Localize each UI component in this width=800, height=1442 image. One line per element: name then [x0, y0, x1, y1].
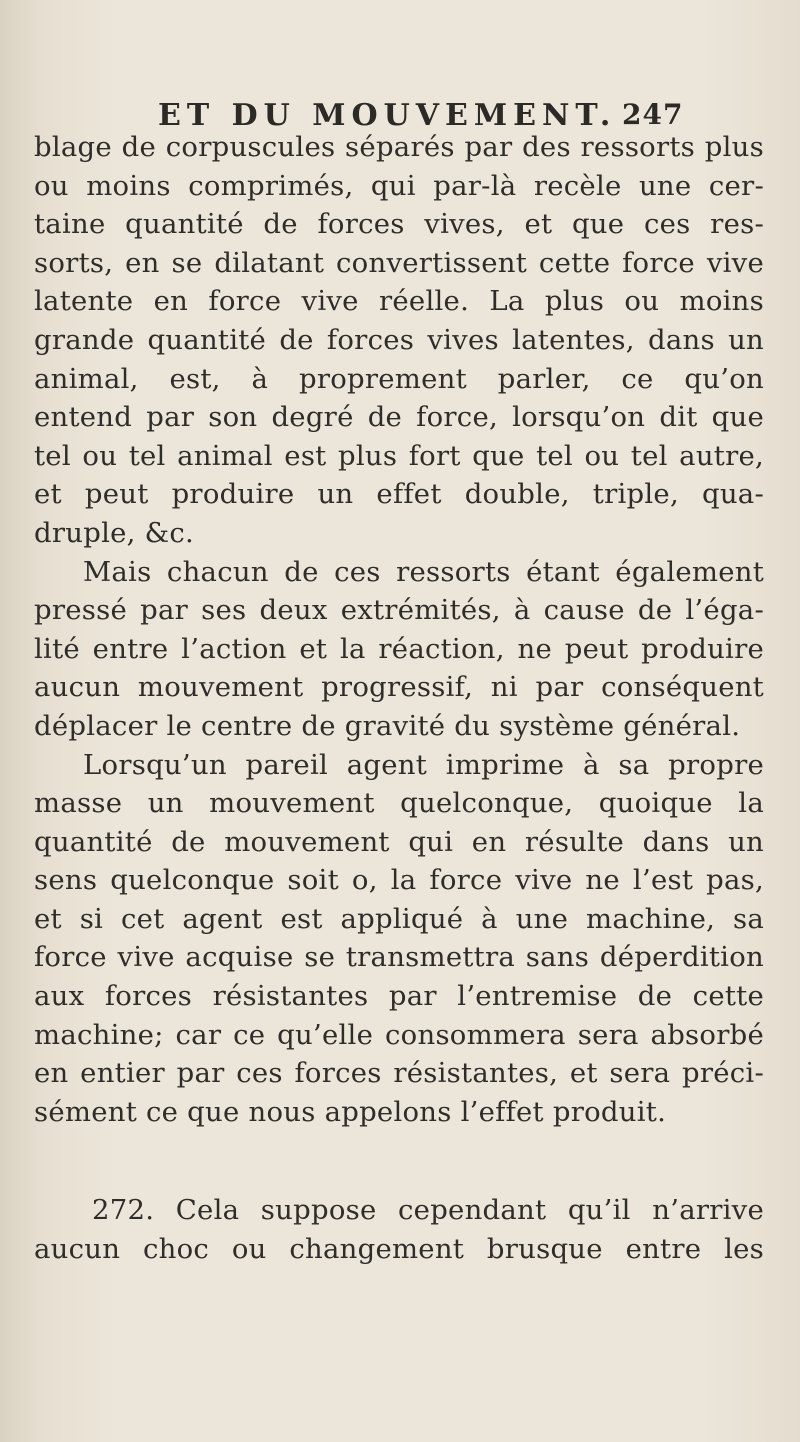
text-line: latente en force vive réelle. La plus ou moins	[34, 285, 764, 318]
text-line: et peut produire un effet double, triple, qua-	[34, 478, 764, 511]
text-line: grande quantité de forces vives latentes, dans un	[34, 323, 764, 356]
text-line: druple, &c.	[34, 516, 194, 549]
text-line: 272. Cela suppose cependant qu’il n’arrive	[92, 1194, 764, 1227]
text-line: pressé par ses deux extrémités, à cause de l’éga-	[34, 594, 764, 627]
text-line: taine quantité de forces vives, et que ces res-	[34, 208, 764, 241]
page-number: 247	[622, 98, 684, 131]
text-line: Lorsqu’un pareil agent imprime à sa propre	[83, 748, 764, 781]
text-line: quantité de mouvement qui en résulte dans un	[34, 825, 764, 858]
text-line: Mais chacun de ces ressorts étant également	[83, 555, 764, 588]
text-line: aucun choc ou changement brusque entre les	[34, 1233, 764, 1266]
text-line: sément ce que nous appelons l’effet produit.	[34, 1095, 667, 1128]
text-line: lité entre l’action et la réaction, ne peut produire	[34, 632, 764, 665]
paragraph-agent	[34, 746, 764, 1132]
text-line: blage de corpuscules séparés par des ressorts plus	[34, 131, 764, 163]
text-line: force vive acquise se transmettra sans déperdition	[34, 941, 764, 974]
section-gap	[34, 1131, 764, 1191]
text-line: sorts, en se dilatant convertissent cette force vive	[34, 246, 764, 279]
text-line: masse un mouvement quelconque, quoique la	[34, 787, 764, 820]
text-line: ou moins comprimés, qui par-là recèle une cer-	[34, 169, 764, 202]
text-line: animal, est, à proprement parler, ce qu’on	[34, 362, 764, 395]
text-line: aucun mouvement progressif, ni par conséquent	[34, 671, 764, 704]
page-header	[0, 78, 800, 133]
running-title: ET DU MOUVEMENT.	[158, 98, 617, 133]
text-line: en entier par ces forces résistantes, et sera préci-	[34, 1057, 764, 1090]
paragraph-ressorts	[34, 553, 764, 746]
text-line: tel ou tel animal est plus fort que tel ou tel autre,	[34, 439, 764, 472]
text-line: aux forces résistantes par l’entremise de cette	[34, 980, 764, 1013]
text-line: sens quelconque soit o, la force vive ne l’est pas,	[34, 864, 764, 897]
body-text	[34, 128, 764, 1269]
text-line: machine; car ce qu’elle consommera sera absorbé	[34, 1018, 764, 1051]
text-line: et si cet agent est appliqué à une machine, sa	[34, 902, 764, 935]
paragraph-continuation	[34, 128, 764, 553]
text-line: entend par son degré de force, lorsqu’on dit que	[34, 401, 764, 434]
text-line: déplacer le centre de gravité du système général.	[34, 709, 741, 742]
paragraph-272	[34, 1191, 764, 1268]
